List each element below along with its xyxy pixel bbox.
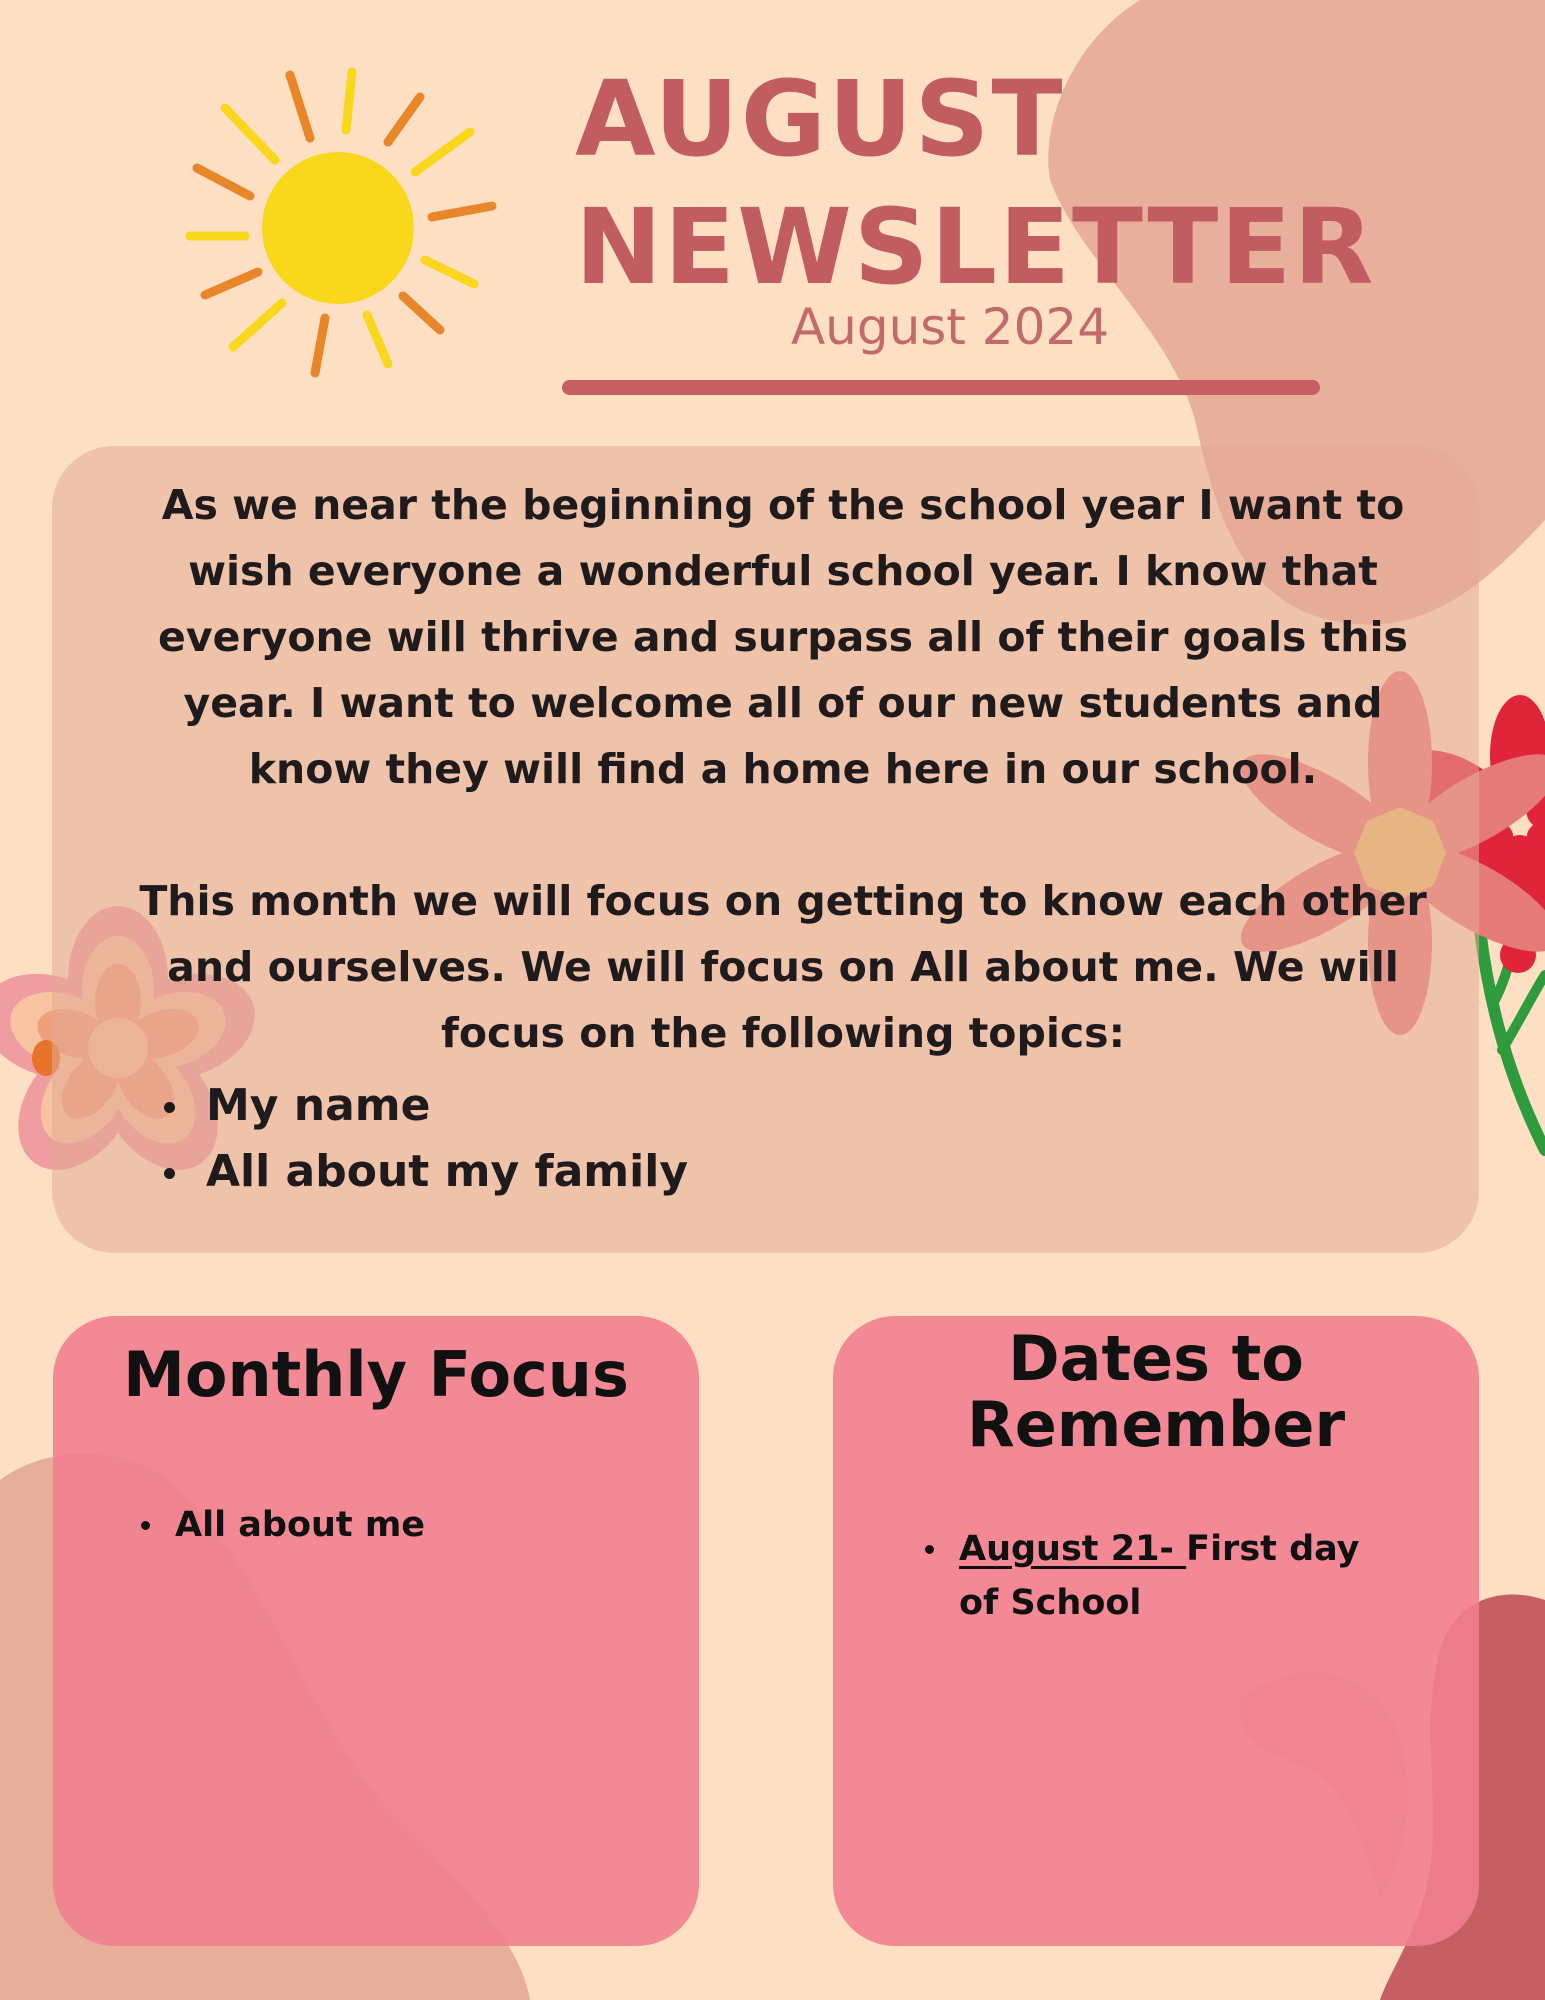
date-event: First day of School [959,1529,1360,1623]
list-item [915,1522,1405,1630]
list-item: My name [150,1073,688,1139]
dates-heading [833,1322,1479,1461]
dates-list [915,1522,1405,1630]
title-line-2: NEWSLETTER [575,186,1376,308]
intro-paragraph-2: This month we will focus on getting to know each other and ourselves. We will focus on All about me. We will focus on the following topics: [139,877,1427,1057]
sun-icon [190,72,492,373]
intro-text [130,472,1436,1066]
monthly-focus-heading: Monthly Focus [123,1338,629,1411]
topics-list [150,1073,688,1205]
monthly-focus-list [131,1498,651,1552]
newsletter-title [575,55,1376,311]
title-line-1: AUGUST [575,58,1065,180]
newsletter-date: August 2024 [790,298,1110,356]
dates-heading-line-1: Dates to [1008,1322,1304,1395]
intro-paragraph-1: As we near the beginning of the school year I want to wish everyone a wonderful school year. I know that everyone will thrive and surpass all of their goals this year. I want to welcome all of our new students and know they will find a home here in our school. [158,481,1408,793]
date-label: August 21- [959,1529,1187,1569]
monthly-focus-card [53,1316,699,1946]
list-item: All about my family [150,1139,688,1205]
dates-card [833,1316,1479,1946]
dates-heading-line-2: Remember [966,1388,1346,1461]
list-item: All about me [131,1498,651,1552]
title-divider [562,380,1320,395]
right-flower-stem-icon [1480,930,1545,1150]
